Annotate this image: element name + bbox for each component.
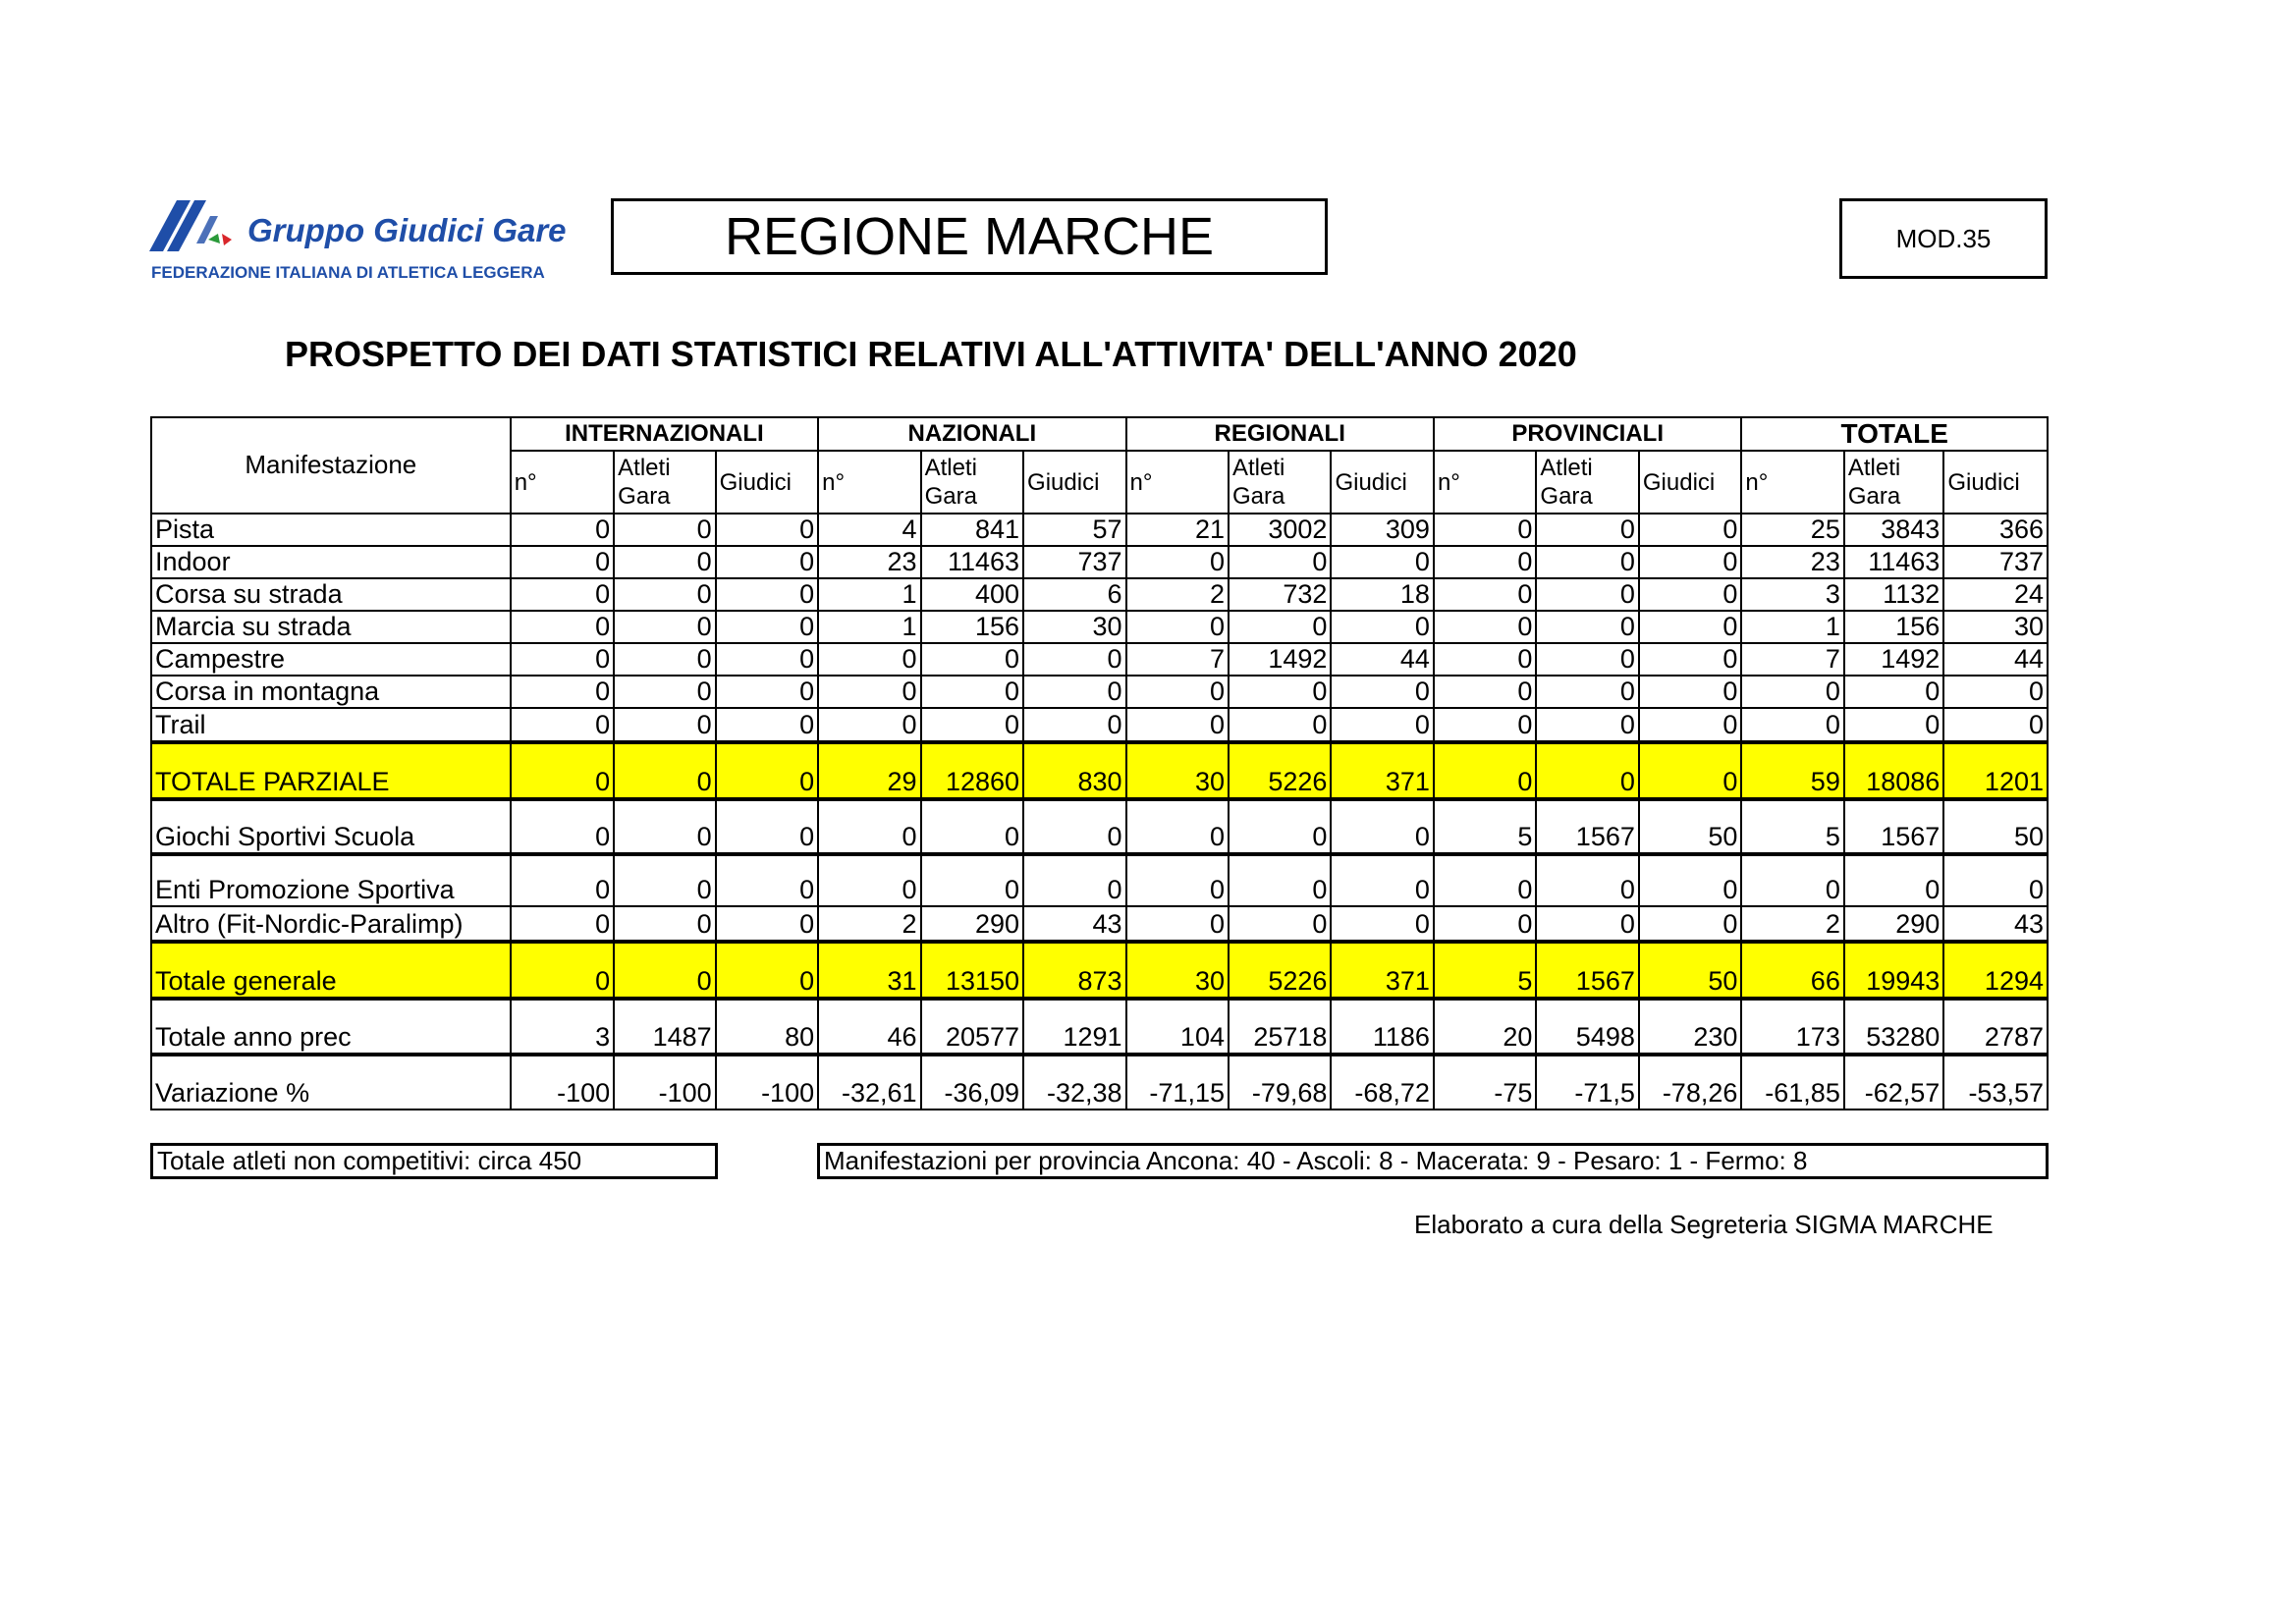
subheader-giudici: Giudici xyxy=(1943,451,2048,514)
table-cell: 0 xyxy=(614,942,715,999)
table-row xyxy=(151,942,2048,999)
table-cell: 0 xyxy=(818,854,920,906)
table-cell: 0 xyxy=(716,546,818,578)
table-cell: 3843 xyxy=(1844,514,1943,546)
table-cell: 5 xyxy=(1741,799,1843,854)
table-cell: 0 xyxy=(1126,676,1229,708)
table-cell: 0 xyxy=(614,676,715,708)
table-cell: 4 xyxy=(818,514,920,546)
events-per-province-note: Manifestazioni per provincia Ancona: 40 - Ascoli: 8 - Macerata: 9 - Pesaro: 1 - Fermo: 8 xyxy=(817,1143,2049,1179)
table-row xyxy=(151,799,2048,854)
row-label: Pista xyxy=(151,514,511,546)
subheader-gara-label: Gara xyxy=(618,483,671,510)
table-cell: 830 xyxy=(1023,742,1125,799)
table-cell: 0 xyxy=(716,799,818,854)
table-cell: 3002 xyxy=(1229,514,1331,546)
table-row xyxy=(151,611,2048,643)
table-cell: 0 xyxy=(921,799,1023,854)
table-cell: 0 xyxy=(511,854,614,906)
subheader-atleti-gara xyxy=(921,451,1023,514)
subheader-gara-label: Gara xyxy=(1231,483,1285,510)
table-cell: 0 xyxy=(614,799,715,854)
subheader-giudici: Giudici xyxy=(1639,451,1742,514)
table-cell: 30 xyxy=(1126,742,1229,799)
table-cell: 0 xyxy=(1229,854,1331,906)
table-cell: 25718 xyxy=(1229,999,1331,1055)
table-cell: 0 xyxy=(1434,578,1536,611)
table-cell: 0 xyxy=(1536,514,1638,546)
table-cell: 0 xyxy=(1536,546,1638,578)
table-cell: 29 xyxy=(818,742,920,799)
table-cell: 2 xyxy=(1741,906,1843,942)
table-cell: 0 xyxy=(716,708,818,742)
table-cell: 1492 xyxy=(1229,643,1331,676)
table-cell: 3 xyxy=(1741,578,1843,611)
header-totale: TOTALE xyxy=(1741,417,2048,451)
table-cell: 5 xyxy=(1434,942,1536,999)
table-cell: 0 xyxy=(1331,799,1433,854)
subheader-gara-label: Gara xyxy=(924,483,977,510)
table-cell: 0 xyxy=(511,676,614,708)
subheader-atleti-gara xyxy=(614,451,715,514)
table-cell: 371 xyxy=(1331,942,1433,999)
table-cell: 0 xyxy=(1434,546,1536,578)
table-cell: -71,5 xyxy=(1536,1055,1638,1110)
row-label: Corsa in montagna xyxy=(151,676,511,708)
table-cell: 19943 xyxy=(1844,942,1943,999)
table-cell: 1291 xyxy=(1023,999,1125,1055)
header-provinciali: PROVINCIALI xyxy=(1434,417,1741,451)
table-cell: 290 xyxy=(921,906,1023,942)
table-cell: 0 xyxy=(1126,854,1229,906)
table-cell: 737 xyxy=(1023,546,1125,578)
table-cell: 0 xyxy=(511,643,614,676)
table-cell: 104 xyxy=(1126,999,1229,1055)
table-cell: 0 xyxy=(716,854,818,906)
page-title: PROSPETTO DEI DATI STATISTICI RELATIVI ALL'ATTIVITA' DELL'ANNO 2020 xyxy=(285,334,1577,374)
table-cell: 0 xyxy=(1639,514,1742,546)
table-cell: 5226 xyxy=(1229,742,1331,799)
table-cell: 0 xyxy=(1023,854,1125,906)
table-cell: 0 xyxy=(921,854,1023,906)
row-label: Trail xyxy=(151,708,511,742)
table-cell: 1 xyxy=(818,578,920,611)
table-cell: 0 xyxy=(1536,611,1638,643)
table-cell: 156 xyxy=(1844,611,1943,643)
logo-mark-icon xyxy=(149,194,247,263)
subheader-n: n° xyxy=(1741,451,1843,514)
table-cell: 0 xyxy=(511,906,614,942)
subheader-atleti-gara xyxy=(1536,451,1638,514)
table-cell: -100 xyxy=(716,1055,818,1110)
table-cell: 0 xyxy=(1536,742,1638,799)
table-cell: 0 xyxy=(1844,708,1943,742)
table-cell: 0 xyxy=(1023,799,1125,854)
table-cell: 20577 xyxy=(921,999,1023,1055)
table-cell: 7 xyxy=(1126,643,1229,676)
table-row xyxy=(151,1055,2048,1110)
table-cell: 0 xyxy=(1434,643,1536,676)
table-cell: 0 xyxy=(818,676,920,708)
row-label: Totale anno prec xyxy=(151,999,511,1055)
table-cell: 46 xyxy=(818,999,920,1055)
table-cell: 732 xyxy=(1229,578,1331,611)
table-cell: 290 xyxy=(1844,906,1943,942)
table-cell: 1 xyxy=(818,611,920,643)
table-cell: 1492 xyxy=(1844,643,1943,676)
table-cell: -79,68 xyxy=(1229,1055,1331,1110)
table-cell: 0 xyxy=(716,578,818,611)
header-nazionali: NAZIONALI xyxy=(818,417,1125,451)
table-cell: 0 xyxy=(1229,546,1331,578)
table-cell: 3 xyxy=(511,999,614,1055)
table-row xyxy=(151,854,2048,906)
table-cell: 18086 xyxy=(1844,742,1943,799)
subheader-atleti-label: Atleti xyxy=(1231,455,1285,481)
table-cell: 53280 xyxy=(1844,999,1943,1055)
table-cell: -100 xyxy=(511,1055,614,1110)
table-cell: 309 xyxy=(1331,514,1433,546)
table-cell: 0 xyxy=(716,906,818,942)
table-cell: -71,15 xyxy=(1126,1055,1229,1110)
table-cell: 23 xyxy=(1741,546,1843,578)
table-cell: 0 xyxy=(818,643,920,676)
table-cell: 24 xyxy=(1943,578,2048,611)
row-label: Giochi Sportivi Scuola xyxy=(151,799,511,854)
table-cell: 0 xyxy=(716,742,818,799)
table-cell: 0 xyxy=(1943,708,2048,742)
table-cell: 0 xyxy=(1126,708,1229,742)
table-cell: 20 xyxy=(1434,999,1536,1055)
footer-credit: Elaborato a cura della Segreteria SIGMA MARCHE xyxy=(1414,1210,1994,1239)
table-cell: 2 xyxy=(1126,578,1229,611)
table-cell: 6 xyxy=(1023,578,1125,611)
table-cell: 0 xyxy=(1331,854,1433,906)
table-cell: 0 xyxy=(1639,578,1742,611)
row-label: Indoor xyxy=(151,546,511,578)
logo-subtitle: FEDERAZIONE ITALIANA DI ATLETICA LEGGERA xyxy=(151,263,545,282)
table-cell: 25 xyxy=(1741,514,1843,546)
table-cell: 1201 xyxy=(1943,742,2048,799)
table-cell: 0 xyxy=(1434,611,1536,643)
table-cell: -62,57 xyxy=(1844,1055,1943,1110)
table-cell: -36,09 xyxy=(921,1055,1023,1110)
table-cell: 31 xyxy=(818,942,920,999)
table-cell: 0 xyxy=(511,611,614,643)
subheader-atleti-label: Atleti xyxy=(924,455,977,481)
subheader-gara-label: Gara xyxy=(1847,483,1901,510)
table-cell: 0 xyxy=(614,578,715,611)
row-label: Corsa su strada xyxy=(151,578,511,611)
table-cell: 0 xyxy=(1229,906,1331,942)
table-cell: 0 xyxy=(1536,578,1638,611)
table-cell: 7 xyxy=(1741,643,1843,676)
table-cell: 1567 xyxy=(1844,799,1943,854)
table-cell: 0 xyxy=(716,514,818,546)
table-cell: 0 xyxy=(1536,854,1638,906)
table-cell: 0 xyxy=(1434,676,1536,708)
table-cell: 0 xyxy=(511,742,614,799)
table-cell: 21 xyxy=(1126,514,1229,546)
table-row xyxy=(151,643,2048,676)
table-cell: 0 xyxy=(1536,643,1638,676)
row-label: Campestre xyxy=(151,643,511,676)
table-cell: 0 xyxy=(716,676,818,708)
table-cell: 0 xyxy=(1943,854,2048,906)
table-cell: 1132 xyxy=(1844,578,1943,611)
table-cell: 0 xyxy=(1126,906,1229,942)
table-cell: 0 xyxy=(1639,676,1742,708)
table-cell: 43 xyxy=(1023,906,1125,942)
table-cell: 0 xyxy=(614,546,715,578)
row-label: Enti Promozione Sportiva xyxy=(151,854,511,906)
table-cell: 0 xyxy=(511,708,614,742)
table-cell: 0 xyxy=(1741,676,1843,708)
table-cell: 0 xyxy=(1639,708,1742,742)
table-cell: 1186 xyxy=(1331,999,1433,1055)
table-cell: 0 xyxy=(1639,854,1742,906)
table-cell: 0 xyxy=(1331,906,1433,942)
table-cell: 156 xyxy=(921,611,1023,643)
table-cell: 43 xyxy=(1943,906,2048,942)
table-cell: 5 xyxy=(1434,799,1536,854)
table-cell: 841 xyxy=(921,514,1023,546)
subheader-gara-label: Gara xyxy=(1540,483,1593,510)
subheader-n: n° xyxy=(1434,451,1536,514)
table-cell: 44 xyxy=(1943,643,2048,676)
table-cell: 0 xyxy=(614,906,715,942)
region-title: REGIONE MARCHE xyxy=(611,198,1328,275)
form-code: MOD.35 xyxy=(1839,198,2048,279)
table-cell: 0 xyxy=(511,942,614,999)
table-cell: 57 xyxy=(1023,514,1125,546)
table-cell: 1567 xyxy=(1536,799,1638,854)
table-cell: 0 xyxy=(1639,643,1742,676)
table-cell: 0 xyxy=(818,708,920,742)
table-cell: 0 xyxy=(1639,546,1742,578)
table-cell: 5226 xyxy=(1229,942,1331,999)
table-cell: 0 xyxy=(1639,742,1742,799)
table-cell: 30 xyxy=(1023,611,1125,643)
table-cell: 0 xyxy=(1844,854,1943,906)
table-cell: 1567 xyxy=(1536,942,1638,999)
table-cell: 0 xyxy=(1331,708,1433,742)
table-cell: 59 xyxy=(1741,742,1843,799)
table-cell: 0 xyxy=(1229,611,1331,643)
table-cell: -75 xyxy=(1434,1055,1536,1110)
table-cell: 0 xyxy=(614,708,715,742)
table-cell: 5498 xyxy=(1536,999,1638,1055)
table-cell: 0 xyxy=(921,643,1023,676)
table-cell: -32,61 xyxy=(818,1055,920,1110)
table-cell: 0 xyxy=(1536,906,1638,942)
table-cell: 12860 xyxy=(921,742,1023,799)
table-cell: 1 xyxy=(1741,611,1843,643)
subheader-atleti-gara xyxy=(1844,451,1943,514)
table-cell: 0 xyxy=(614,854,715,906)
table-cell: 50 xyxy=(1943,799,2048,854)
table-cell: 0 xyxy=(1023,708,1125,742)
subheader-n: n° xyxy=(818,451,920,514)
table-cell: 0 xyxy=(1331,546,1433,578)
row-label: Totale generale xyxy=(151,942,511,999)
table-cell: 371 xyxy=(1331,742,1433,799)
table-cell: 66 xyxy=(1741,942,1843,999)
table-cell: 0 xyxy=(1023,676,1125,708)
logo-title: Gruppo Giudici Gare xyxy=(247,212,567,248)
table-cell: 0 xyxy=(614,514,715,546)
table-cell: 366 xyxy=(1943,514,2048,546)
table-cell: 0 xyxy=(1331,611,1433,643)
table-cell: 23 xyxy=(818,546,920,578)
table-cell: -32,38 xyxy=(1023,1055,1125,1110)
table-cell: 737 xyxy=(1943,546,2048,578)
row-label: Altro (Fit-Nordic-Paralimp) xyxy=(151,906,511,942)
row-label: Marcia su strada xyxy=(151,611,511,643)
subheader-n: n° xyxy=(511,451,614,514)
subheader-n: n° xyxy=(1126,451,1229,514)
table-cell: 0 xyxy=(1434,708,1536,742)
table-cell: 0 xyxy=(716,942,818,999)
subheader-giudici: Giudici xyxy=(1023,451,1125,514)
header-internazionali: INTERNAZIONALI xyxy=(511,417,818,451)
table-cell: 0 xyxy=(511,514,614,546)
table-cell: 0 xyxy=(1536,676,1638,708)
table-cell: -53,57 xyxy=(1943,1055,2048,1110)
table-cell: 0 xyxy=(1844,676,1943,708)
table-cell: 0 xyxy=(1229,799,1331,854)
table-cell: 0 xyxy=(1434,906,1536,942)
table-cell: -100 xyxy=(614,1055,715,1110)
table-cell: 0 xyxy=(1023,643,1125,676)
table-cell: 13150 xyxy=(921,942,1023,999)
table-cell: 80 xyxy=(716,999,818,1055)
table-cell: 0 xyxy=(1126,611,1229,643)
table-cell: 0 xyxy=(614,742,715,799)
table-row xyxy=(151,578,2048,611)
table-cell: 0 xyxy=(614,611,715,643)
table-cell: 0 xyxy=(1229,676,1331,708)
table-cell: 1294 xyxy=(1943,942,2048,999)
table-cell: -61,85 xyxy=(1741,1055,1843,1110)
table-cell: 30 xyxy=(1943,611,2048,643)
table-cell: 0 xyxy=(511,578,614,611)
non-competitive-athletes-note: Totale atleti non competitivi: circa 450 xyxy=(150,1143,718,1179)
table-cell: 1487 xyxy=(614,999,715,1055)
subheader-atleti-label: Atleti xyxy=(1540,455,1593,481)
table-cell: 0 xyxy=(1943,676,2048,708)
table-cell: 0 xyxy=(921,676,1023,708)
table-cell: -78,26 xyxy=(1639,1055,1742,1110)
table-cell: 0 xyxy=(614,643,715,676)
subheader-atleti-label: Atleti xyxy=(1847,455,1901,481)
table-cell: 400 xyxy=(921,578,1023,611)
header-regionali: REGIONALI xyxy=(1126,417,1434,451)
table-cell: 0 xyxy=(511,799,614,854)
table-cell: 30 xyxy=(1126,942,1229,999)
table-cell: 50 xyxy=(1639,799,1742,854)
table-cell: 0 xyxy=(1126,546,1229,578)
table-row xyxy=(151,546,2048,578)
table-cell: 0 xyxy=(1434,514,1536,546)
table-cell: 50 xyxy=(1639,942,1742,999)
table-cell: 230 xyxy=(1639,999,1742,1055)
table-cell: 2787 xyxy=(1943,999,2048,1055)
statistics-table xyxy=(150,416,2049,1110)
subheader-giudici: Giudici xyxy=(716,451,818,514)
table-row xyxy=(151,906,2048,942)
table-cell: 0 xyxy=(1434,854,1536,906)
table-row xyxy=(151,676,2048,708)
table-cell: 0 xyxy=(1126,799,1229,854)
table-cell: 0 xyxy=(716,643,818,676)
table-cell: 0 xyxy=(1434,742,1536,799)
table-cell: 0 xyxy=(1639,611,1742,643)
table-cell: 0 xyxy=(1331,676,1433,708)
table-row xyxy=(151,708,2048,742)
table-cell: 11463 xyxy=(921,546,1023,578)
table-row xyxy=(151,514,2048,546)
table-cell: 0 xyxy=(1536,708,1638,742)
table-cell: 0 xyxy=(921,708,1023,742)
subheader-atleti-gara xyxy=(1229,451,1331,514)
table-cell: 873 xyxy=(1023,942,1125,999)
subheader-atleti-label: Atleti xyxy=(618,455,671,481)
table-cell: 0 xyxy=(511,546,614,578)
table-cell: 0 xyxy=(1639,906,1742,942)
subheader-giudici: Giudici xyxy=(1331,451,1433,514)
table-cell: 18 xyxy=(1331,578,1433,611)
row-label: TOTALE PARZIALE xyxy=(151,742,511,799)
table-cell: -68,72 xyxy=(1331,1055,1433,1110)
fidal-ggg-logo xyxy=(149,194,567,289)
table-cell: 0 xyxy=(818,799,920,854)
table-cell: 0 xyxy=(1741,708,1843,742)
table-cell: 44 xyxy=(1331,643,1433,676)
header-manifestazione: Manifestazione xyxy=(151,417,511,514)
table-row xyxy=(151,999,2048,1055)
table-row xyxy=(151,742,2048,799)
table-cell: 0 xyxy=(1229,708,1331,742)
row-label: Variazione % xyxy=(151,1055,511,1110)
table-cell: 0 xyxy=(716,611,818,643)
table-cell: 2 xyxy=(818,906,920,942)
table-cell: 173 xyxy=(1741,999,1843,1055)
table-cell: 0 xyxy=(1741,854,1843,906)
table-cell: 11463 xyxy=(1844,546,1943,578)
